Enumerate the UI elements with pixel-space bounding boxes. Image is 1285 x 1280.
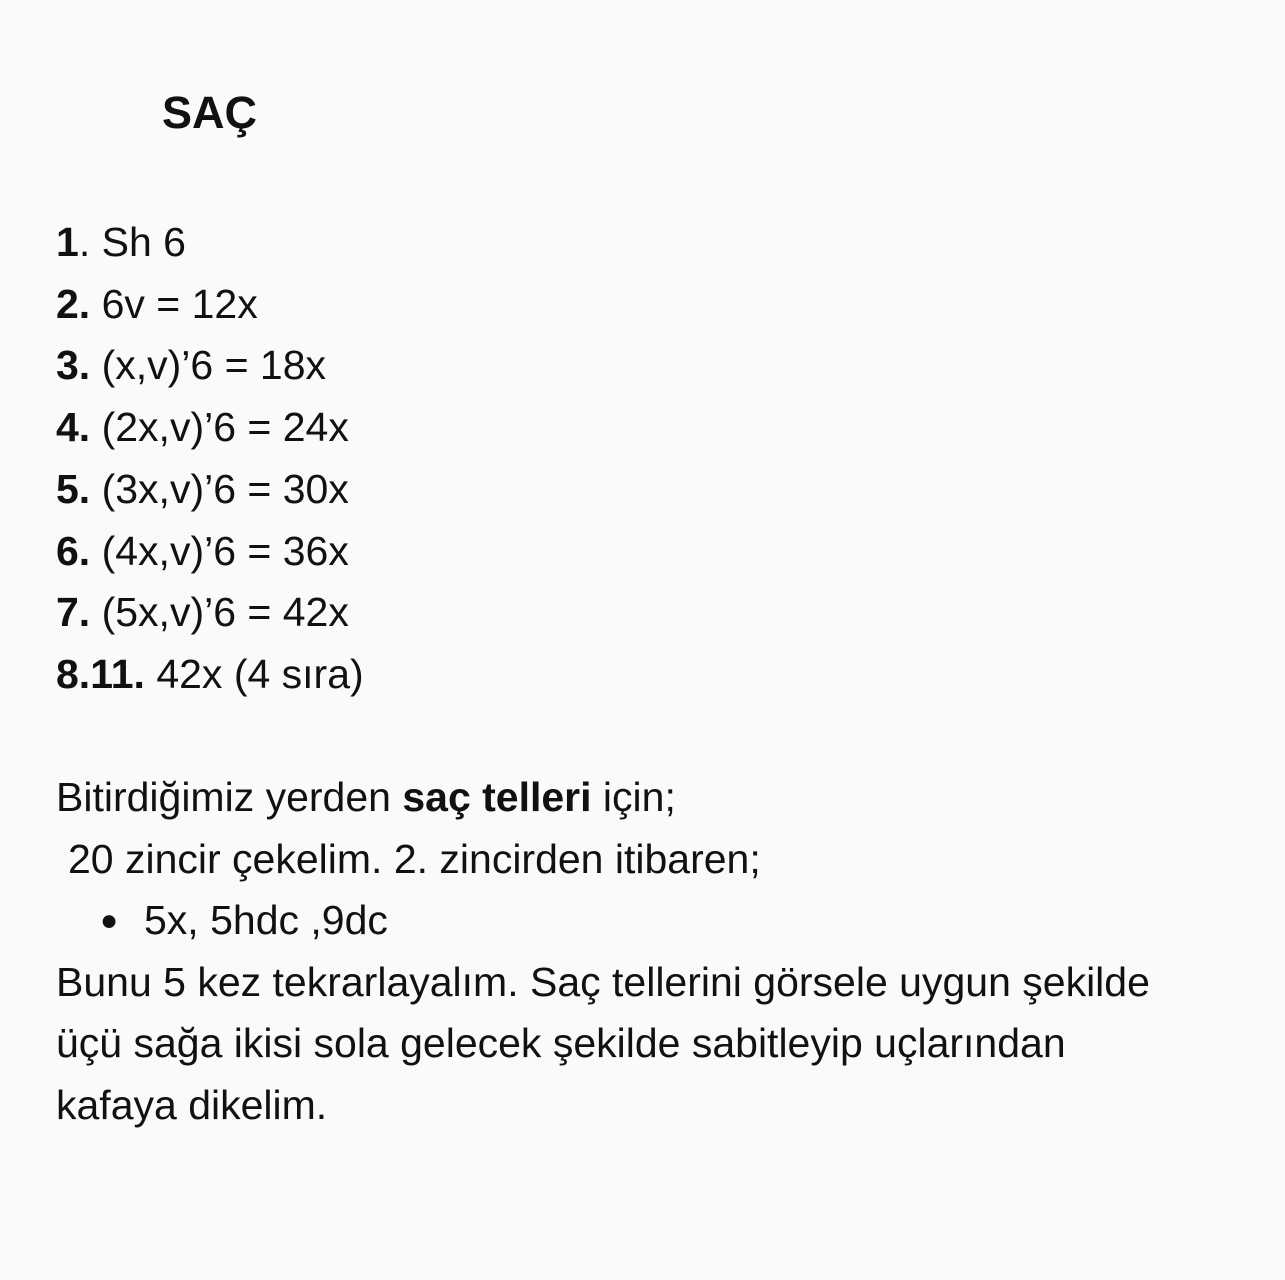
- step-number: 6.: [56, 527, 91, 574]
- step-text: (2x,v)’6 = 24x: [90, 404, 349, 451]
- step-number: 8.11.: [56, 650, 145, 697]
- pattern-steps: [56, 212, 364, 706]
- step-separator: .: [78, 219, 91, 265]
- intro-line: [56, 767, 1256, 829]
- step-row: [56, 335, 364, 397]
- step-row: [56, 582, 364, 644]
- bullet-text: 5x, 5hdc ,9dc: [144, 897, 388, 943]
- step-row: [56, 459, 364, 521]
- bullet-item: [56, 890, 1256, 952]
- step-number: 1: [56, 219, 79, 265]
- step-text: 6v = 12x: [90, 280, 258, 327]
- step-row: [56, 274, 364, 336]
- step-text: (x,v)’6 = 18x: [90, 342, 327, 389]
- step-number: 2.: [56, 280, 91, 327]
- instructions-notes: [56, 767, 1256, 1136]
- intro-text-end: için;: [591, 774, 676, 820]
- step-text: (4x,v)’6 = 36x: [90, 527, 349, 574]
- step-number: 3.: [56, 342, 91, 389]
- step-text: 42x (4 sıra): [144, 650, 364, 697]
- step-row: [56, 521, 364, 583]
- step-text: (3x,v)’6 = 30x: [90, 465, 349, 512]
- intro-bold-text: saç telleri: [402, 774, 592, 820]
- attach-line: üçü sağa ikisi sola gelecek şekilde sabitleyip uçlarından: [56, 1020, 1066, 1066]
- step-text: (5x,v)’6 = 42x: [90, 589, 349, 636]
- step-row: [56, 644, 364, 706]
- step-number: 7.: [56, 589, 91, 636]
- step-row: [56, 397, 364, 459]
- final-line: kafaya dikelim.: [56, 1081, 328, 1128]
- step-text: Sh 6: [90, 219, 186, 265]
- repeat-line: Bunu 5 kez tekrarlayalım. Saç tellerini görsele uygun şekilde: [56, 958, 1150, 1005]
- intro-text: Bitirdiğimiz yerden: [56, 774, 403, 820]
- step-row: [56, 212, 364, 274]
- step-number: 5.: [56, 465, 91, 512]
- bullet-icon: ●: [100, 904, 119, 937]
- chain-line: 20 zincir çekelim. 2. zincirden itibaren;: [68, 835, 761, 882]
- step-number: 4.: [56, 404, 91, 451]
- page-title: SAÇ: [162, 87, 258, 138]
